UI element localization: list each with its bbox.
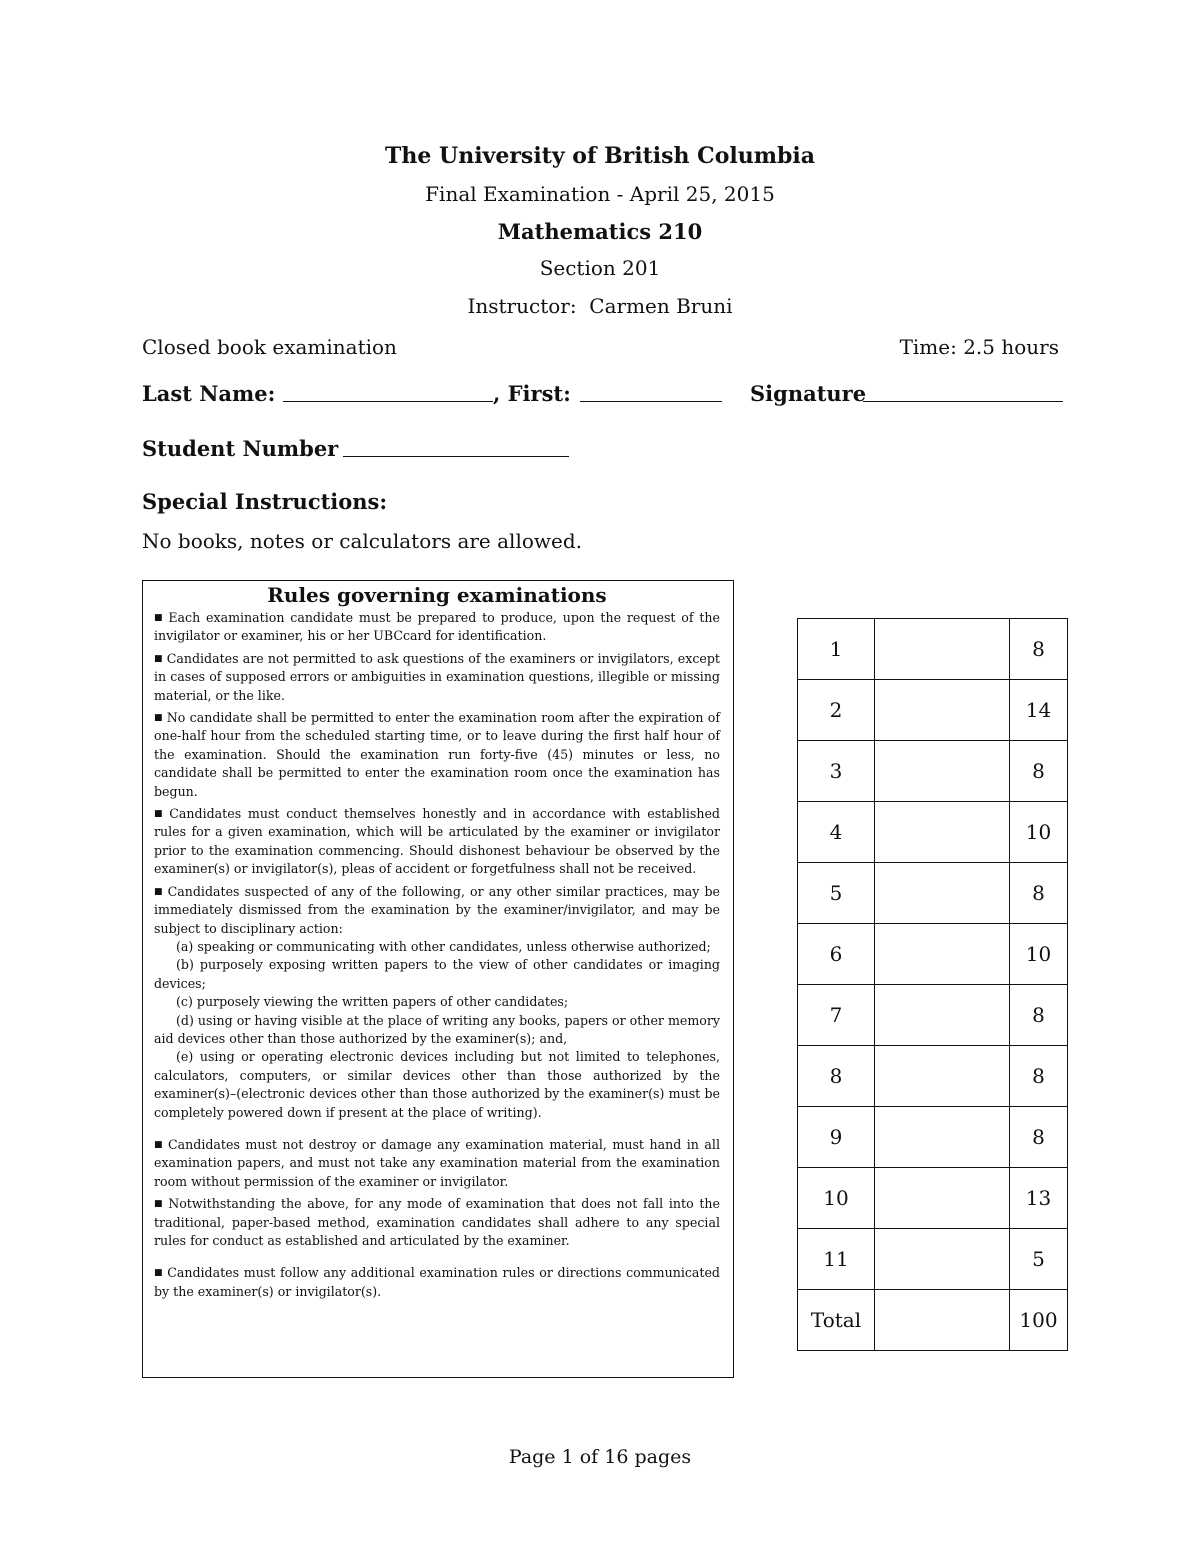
closed-book-note: Closed book examination [142, 335, 397, 359]
bullet-icon: ■ [154, 713, 163, 724]
special-instructions-heading: Special Instructions: [142, 489, 388, 514]
rule-sub-item: (d) using or having visible at the place of writing any books, papers or other memory aid devices other than those authorized by the examiner(s); and, [154, 1012, 720, 1046]
question-number: 11 [798, 1229, 875, 1290]
score-entry-cell[interactable] [875, 1046, 1010, 1107]
question-points: 8 [1010, 985, 1068, 1046]
question-points: 8 [1010, 863, 1068, 924]
rules-title: Rules governing examinations [267, 583, 607, 607]
score-entry-cell[interactable] [875, 1290, 1010, 1351]
rule-text: Notwithstanding the above, for any mode of examination that does not fall into the traditional, paper-based method, examination candidates shall adhere to any special rules for conduct as established and articulated by the examiner. [154, 1196, 720, 1248]
score-entry-cell[interactable] [875, 741, 1010, 802]
bullet-icon: ■ [154, 1139, 165, 1150]
score-entry-cell[interactable] [875, 619, 1010, 680]
score-entry-cell[interactable] [875, 1107, 1010, 1168]
question-points: 100 [1010, 1290, 1068, 1351]
exam-date: Final Examination - April 25, 2015 [425, 182, 775, 206]
question-points: 10 [1010, 802, 1068, 863]
bullet-icon: ■ [154, 809, 166, 820]
rule-text: Candidates must conduct themselves honestly and in accordance with established rules for a given examination, which will be articulated by the examiner or invigilator prior to the examination commencing. Should dishonest behaviour be observed by the examiner(s) or invigilator(s), pleas of accident or forgetfulness shall not be received. [154, 806, 720, 877]
signature-label: Signature [750, 381, 867, 406]
rule-item [154, 883, 720, 938]
last-name-label: Last Name: [142, 381, 276, 406]
instructor: Instructor: Carmen Bruni [467, 294, 733, 318]
bullet-icon: ■ [154, 886, 164, 897]
score-row [798, 1107, 1068, 1168]
question-number: 3 [798, 741, 875, 802]
rule-item [154, 1264, 720, 1301]
student-number-line[interactable] [343, 456, 569, 457]
score-entry-cell[interactable] [875, 680, 1010, 741]
rule-sub-item: (b) purposely exposing written papers to the view of other candidates or imaging devices; [154, 957, 720, 991]
rule-text: Candidates suspected of any of the following, or any other similar practices, may be immediately dismissed from the examination by the examiner/invigilator, and may be subject to disciplinary action: [154, 883, 720, 936]
score-entry-cell[interactable] [875, 1168, 1010, 1229]
rule-item [154, 709, 720, 801]
question-points: 13 [1010, 1168, 1068, 1229]
university-name: The University of British Columbia [385, 143, 815, 169]
rule-item [154, 1195, 720, 1250]
question-number: 9 [798, 1107, 875, 1168]
rule-item [154, 805, 720, 879]
rule-text: Each examination candidate must be prepared to produce, upon the request of the invigilator or examiner, his or her UBCcard for identification. [154, 610, 720, 644]
student-number-label: Student Number [142, 436, 339, 461]
rule-text: Candidates are not permitted to ask questions of the examiners or invigilators, except in cases of supposed errors or ambiguities in examination questions, illegible or missing material, or the like. [154, 650, 720, 703]
score-row [798, 802, 1068, 863]
rule-item [154, 650, 720, 705]
score-entry-cell[interactable] [875, 863, 1010, 924]
question-points: 8 [1010, 1107, 1068, 1168]
rule-item [154, 609, 720, 646]
bullet-icon: ■ [154, 653, 163, 664]
score-row [798, 863, 1068, 924]
rule-item [154, 1136, 720, 1191]
bullet-icon: ■ [154, 1199, 165, 1210]
score-entry-cell[interactable] [875, 985, 1010, 1046]
question-points: 8 [1010, 1046, 1068, 1107]
question-number: 7 [798, 985, 875, 1046]
question-number: Total [798, 1290, 875, 1351]
rule-sub-item: (e) using or operating electronic devices including but not limited to telephones, calculators, computers, or similar devices other than those authorized by the examiner(s)–(electronic devices other than those authorized by the examiner(s) must be completely powered down if present at the place of writing). [154, 1049, 720, 1120]
question-number: 8 [798, 1046, 875, 1107]
rule-text: No candidate shall be permitted to enter the examination room after the expiration of one-half hour from the scheduled starting time, or to leave during the first half hour of the examination. Should the examination run forty-five (45) minutes or less, no candidate shall be permitted to enter the examination room once the examination has begun. [154, 710, 720, 799]
rule-sub-item: (a) speaking or communicating with other candidates, unless otherwise authorized; [176, 938, 711, 954]
question-number: 4 [798, 802, 875, 863]
score-entry-cell[interactable] [875, 1229, 1010, 1290]
bullet-icon: ■ [154, 1268, 164, 1279]
bullet-icon: ■ [154, 613, 165, 623]
question-number: 2 [798, 680, 875, 741]
question-number: 6 [798, 924, 875, 985]
score-row [798, 924, 1068, 985]
exam-time: Time: 2.5 hours [899, 335, 1059, 359]
score-row [798, 1046, 1068, 1107]
rule-sub-item: (c) purposely viewing the written papers of other candidates; [176, 994, 569, 1010]
question-number: 1 [798, 619, 875, 680]
rules-box [142, 580, 734, 1378]
score-row [798, 741, 1068, 802]
course-title: Mathematics 210 [497, 219, 703, 244]
last-name-line[interactable] [283, 401, 493, 402]
score-row [798, 680, 1068, 741]
score-row [798, 619, 1068, 680]
score-row [798, 1290, 1068, 1351]
signature-line[interactable] [863, 401, 1063, 402]
score-row [798, 1168, 1068, 1229]
question-number: 10 [798, 1168, 875, 1229]
rule-text: Candidates must follow any additional examination rules or directions communicated by the examiner(s) or invigilator(s). [154, 1265, 720, 1299]
score-row [798, 985, 1068, 1046]
question-points: 8 [1010, 619, 1068, 680]
score-row [798, 1229, 1068, 1290]
first-name-line[interactable] [580, 401, 722, 402]
question-points: 14 [1010, 680, 1068, 741]
question-points: 8 [1010, 741, 1068, 802]
score-entry-cell[interactable] [875, 924, 1010, 985]
page-number: Page 1 of 16 pages [508, 1446, 692, 1468]
question-number: 5 [798, 863, 875, 924]
score-table [797, 618, 1068, 1351]
special-instructions-text: No books, notes or calculators are allowed. [142, 529, 582, 553]
question-points: 5 [1010, 1229, 1068, 1290]
first-name-label: , First: [493, 381, 571, 406]
rule-text: Candidates must not destroy or damage any examination material, must hand in all examination papers, and must not take any examination material from the examination room without permission of the examiner or invigilator. [154, 1136, 720, 1189]
question-points: 10 [1010, 924, 1068, 985]
section-number: Section 201 [539, 256, 661, 280]
score-entry-cell[interactable] [875, 802, 1010, 863]
